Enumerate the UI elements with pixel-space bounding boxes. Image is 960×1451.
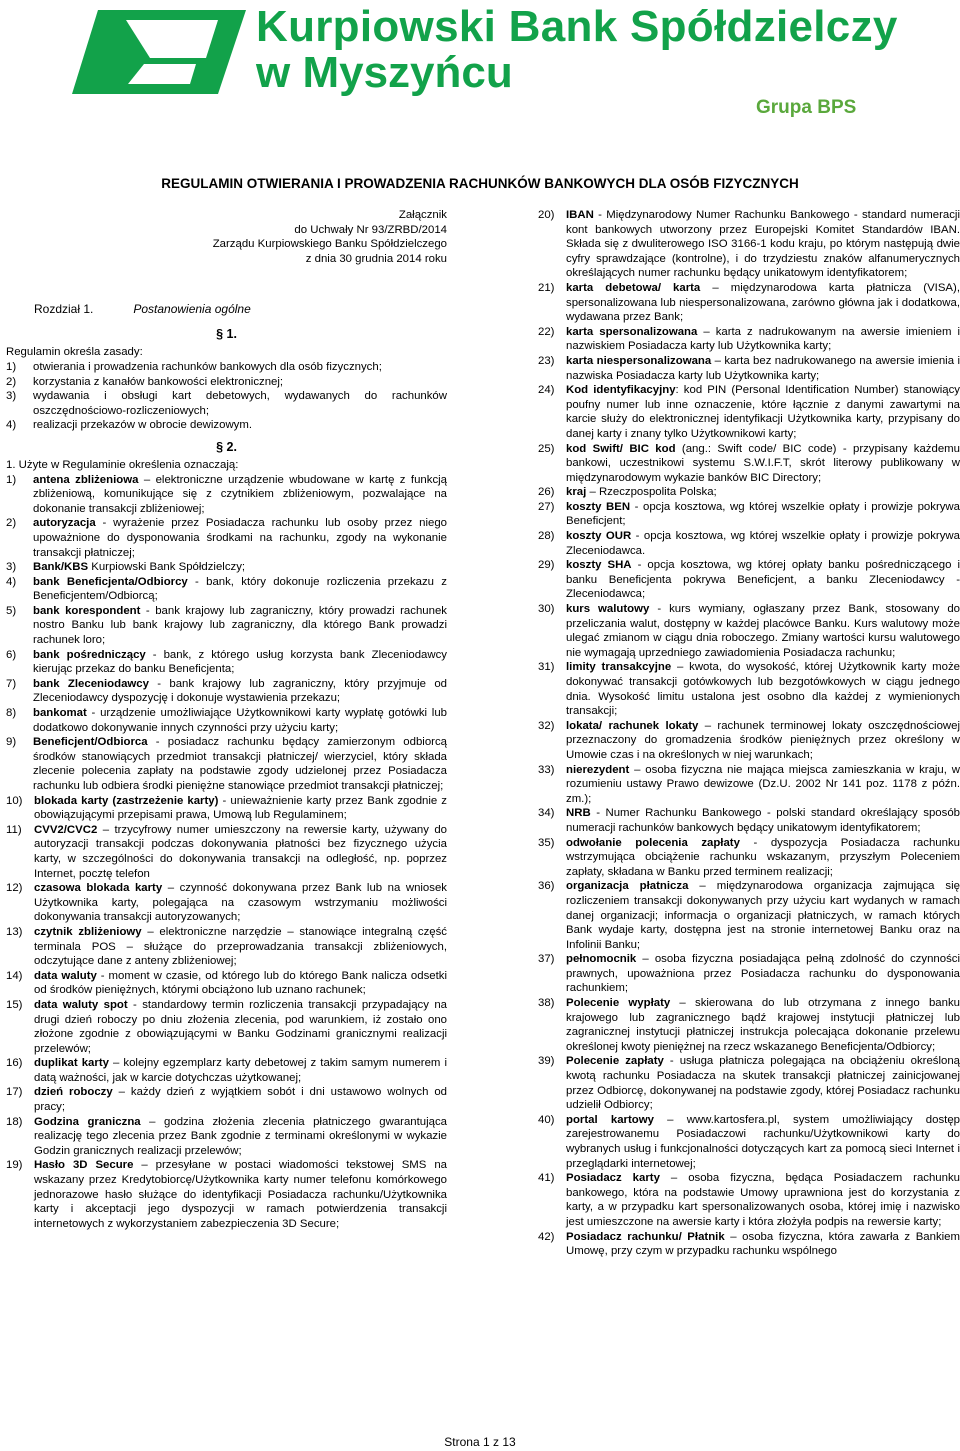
item-number: 1) (6, 360, 17, 373)
list-item (538, 325, 960, 354)
item-text: - kurs wymiany, ogłaszany przez Bank, stosowany do przeliczania walut, dostępny w każdej placówce Banku. Kurs walutowy może ulegać zmianom w ciągu dnia roboczego. Zmiany wartości kursu walutowego nie wymagają uprzedniego zawiadomienia Posiadacza rachunku; (566, 603, 960, 659)
item-number: 28) (538, 530, 555, 543)
defined-term: pełnomocnik (566, 953, 637, 966)
defined-term: Beneficjent/Odbiorca (33, 736, 148, 749)
defined-term: czasowa blokada karty (34, 882, 163, 895)
letterhead (0, 0, 960, 130)
defined-term: koszty SHA (566, 559, 632, 572)
item-number: 38) (538, 997, 555, 1010)
list-item (6, 516, 447, 560)
item-text: - Międzynarodowy Numer Rachunku Bankowego - standard numeracji kont bankowych utworzony przez Europejski Komitet Standardów IBAN. Składa się z dwuliterowego ISO 3166-1 kodu kraju, po którym następują dwie cyfry sprawdzające (kontrolne), i do trzydziestu znaków alfanumerycznych określających numer rachunku będący unikatowym identyfikatorem; (566, 209, 960, 280)
list-item (538, 281, 960, 325)
item-number: 9) (6, 736, 17, 749)
list-item (538, 879, 960, 952)
item-text: wydawania i obsługi kart debetowych, wydawanych do rachunków oszczędnościowo-rozliczeniowych; (33, 390, 447, 417)
list-item (6, 1158, 447, 1231)
list-item (6, 706, 447, 735)
annex-line: do Uchwały Nr 93/ZRBD/2014 (294, 223, 447, 236)
defined-term: autoryzacja (33, 517, 96, 530)
list-item (6, 881, 447, 925)
defined-term: duplikat karty (34, 1057, 109, 1070)
list-item (538, 763, 960, 807)
item-text: - Numer Rachunku Bankowego - polski standard określający sposób numeracji rachunków bankowych będący unikatowym identyfikatorem; (566, 807, 960, 834)
defined-term: data waluty (34, 969, 97, 982)
item-number: 18) (6, 1115, 23, 1128)
list-item (6, 604, 447, 648)
item-text: realizacji przekazów w obrocie dewizowym. (33, 419, 253, 432)
item-number: 6) (6, 648, 17, 661)
item-text: – każdy dzień z wyjątkiem sobót i dni ustawowo wolnych od pracy; (34, 1086, 447, 1114)
defined-term: karta spersonalizowana (566, 325, 698, 338)
item-text: – skierowana do lub otrzymana z innego banku krajowego lub zagranicznego bądź krajowej instytucji płatniczej lub zagranicznej instytucji płatniczej instrukcja polecająca dokonanie przelewu określonej kwoty pieniężnej na rzecz wskazanego Beneficjenta/Odbiorcy; (566, 997, 960, 1053)
item-text: korzystania z kanałów bankowości elektronicznej; (33, 375, 284, 388)
defined-term: Bank/KBS (33, 561, 89, 574)
list-item (6, 575, 447, 604)
item-text: – rachunek terminowej lokaty oszczędnościowej przeznaczony do gromadzenia środków pieniężnych przez określony w Umowie czas i na określonych w niej warunkach; (566, 719, 960, 761)
item-text: - moment w czasie, od którego lub do którego Bank nalicza odsetki od środków pieniężnych, którymi obciążono lub uznano rachunek; (34, 969, 447, 997)
item-number: 12) (6, 882, 23, 895)
item-number: 40) (538, 1113, 555, 1126)
item-number: 15) (6, 998, 23, 1011)
defined-term: Posiadacz karty (566, 1172, 660, 1185)
defined-term: Posiadacz rachunku/ Płatnik (566, 1230, 725, 1243)
item-number: 23) (538, 354, 555, 367)
defined-term: odwołanie polecenia zapłaty (566, 836, 740, 849)
list-item (538, 558, 960, 602)
item-number: 29) (538, 559, 555, 572)
item-text: – karta bez nadrukowanego na awersie imienia i nazwiska Posiadacza karty lub Użytkownika karty; (566, 354, 960, 382)
defined-term: Polecenie wypłaty (566, 997, 671, 1010)
item-text: - dyspozycja Posiadacza rachunku wstrzymująca obciążenie rachunku wskazanym, przyszłym Poleceniem zapłaty, składana w Banku przed terminem realizacji; (566, 836, 960, 878)
item-number: 27) (538, 500, 555, 513)
item-number: 16) (6, 1057, 23, 1070)
item-text: - usługa płatnicza polegająca na obciążeniu określoną kwotą rachunku Posiadacza na skutek transakcji płatniczej zainicjowanej przez Odbiorcę, dokonywanej na podstawie zgody, której Posiadacz rachunku udzielił Odbiorcy; (566, 1055, 960, 1112)
item-text: – kolejny egzemplarz karty debetowej z takim samym numerem i datą ważności, jak w karcie dotychczas użytkowanej; (34, 1057, 447, 1084)
item-number: 25) (538, 442, 555, 455)
item-text: (ang.: Swift code/ BIC code) - przypisany każdemu bankowi, uczestnikowi systemu S.W.I.F.T, skrót literowy publikowany w międzynarodowym wykazie banków BIC Directory; (566, 442, 960, 484)
item-text: – kwota, do wysokość, której Użytkownik karty może dokonywać transakcji gotówkowych lub bezgotówkowych w ciągu jednego dnia. Wysokość limitu ustalona jest osobno dla każdej z wymienionych transakcji; (566, 661, 960, 718)
item-text: – osoba fizyczna nie mająca miejsca zamieszkania w kraju, w rozumieniu ustawy Prawo dewizowe (Dz.U. 2002 Nr 141 poz. 1178 z późn. zm.); (566, 763, 960, 805)
defined-term: limity transakcyjne (566, 661, 672, 674)
list-item (538, 354, 960, 383)
defined-term: nierezydent (566, 763, 630, 776)
list-item (538, 806, 960, 835)
page-number: Strona 1 z 13 (444, 1435, 516, 1449)
item-number: 13) (6, 925, 23, 938)
list-item (538, 1054, 960, 1112)
item-text: otwierania i prowadzenia rachunków bankowych dla osób fizycznych; (33, 360, 382, 373)
list-item (538, 529, 960, 558)
list-item (538, 996, 960, 1054)
paragraph-2-heading: § 2. (216, 439, 237, 454)
item-number: 39) (538, 1055, 555, 1068)
annex-line: Załącznik (398, 209, 447, 221)
item-number: 17) (6, 1086, 23, 1099)
item-number: 31) (538, 661, 555, 674)
item-text: – www.kartosfera.pl, system umożliwiający dostęp zarejestrowanemu Posiadaczowi rachunku/Użytkownikowi karty do wybranych usług i funkcjonalności dotyczących kart za pomocą sieci Internet i przeglądarki internetowej; (566, 1113, 960, 1170)
item-text: - bank, z którego usług korzysta bank Zleceniodawcy kierując przekaz do banku Beneficjenta; (33, 648, 447, 676)
defined-term: bank Zleceniodawcy (33, 677, 149, 690)
item-number: 4) (6, 419, 17, 432)
defined-term: organizacja płatnicza (566, 880, 689, 893)
item-number: 11) (6, 823, 22, 836)
chapter-name: Postanowienia ogólne (133, 302, 251, 317)
item-text: – przesyłane w postaci wiadomości tekstowej SMS na wskazany przez Kredytobiorcę/Użytkownika karty numer telefonu komórkowego jednorazowe hasło służące do identyfikacji Posiadacza rachunku/Użytkownika karty i akceptacji jego dyspozycji w ramach potwierdzenia transakcji internetowych z wykorzystaniem zabezpieczenia 3D Secure; (34, 1159, 447, 1230)
defined-term: koszty BEN (566, 500, 631, 513)
list-item (6, 998, 447, 1056)
annex-line: z dnia 30 grudnia 2014 roku (305, 252, 447, 265)
defined-term: koszty OUR (566, 530, 632, 543)
item-text: – elektroniczne narzędzie – stanowiące integralną część terminala POS – służące do przeprowadzania transakcji zbliżeniowych, odczytujące dane z anteny zbliżeniowej; (34, 925, 447, 968)
document-title: REGULAMIN OTWIERANIA I PROWADZENIA RACHUNKÓW BANKOWYCH DLA OSÓB FIZYCZNYCH (161, 176, 799, 191)
defined-term: NRB (566, 807, 591, 820)
list-item (6, 473, 447, 517)
defined-term: czytnik zbliżeniowy (34, 925, 142, 938)
item-number: 26) (538, 486, 555, 499)
list-item (6, 560, 447, 575)
defined-term: bank pośredniczący (33, 648, 146, 661)
list-item (538, 208, 960, 281)
defined-term: kod Swift/ BIC kod (566, 442, 676, 455)
defined-term: Kod identyfikacyjny (566, 384, 676, 397)
item-number: 34) (538, 807, 555, 820)
chapter-heading (6, 302, 447, 320)
annex-note (6, 208, 447, 266)
item-text: - opcja kosztowa, wg której wszelkie opłaty i prowizje pokrywa Zleceniodawca. (566, 530, 960, 557)
list-item (6, 389, 447, 418)
item-text: – trzycyfrowy numer umieszczony na rewersie karty, używany do autoryzacji transakcji podczas dokonywania płatności bez fizycznego użycia karty, w szczególności do dokonywania transakcji na odległość, np. poprzez Internet, pocztę telefon (34, 823, 447, 880)
paragraph-1-list (6, 360, 447, 433)
bank-logo-icon (68, 6, 248, 98)
defined-term: Hasło 3D Secure (34, 1159, 134, 1172)
defined-term: karta debetowa/ karta (566, 281, 701, 294)
list-item (538, 952, 960, 996)
list-item (538, 836, 960, 880)
item-text: – godzina złożenia zlecenia płatniczego gwarantująca realizację tego zlecenia przez Bank zgodnie z terminami określonymi w wykazie Godzin granicznych realizacji przelewów; (34, 1115, 448, 1157)
item-text: - bank krajowy lub zagraniczny, który prowadzi rachunek nostro Banku lub bank krajowy lub zagraniczny, dla którego Bank prowadzi rachunek loro; (33, 604, 447, 647)
defined-term: blokada karty (zastrzeżenie karty) (34, 794, 219, 807)
item-number: 8) (6, 707, 17, 720)
list-item (6, 925, 447, 969)
item-number: 3) (6, 390, 17, 403)
definitions-list-right (538, 208, 960, 1259)
list-item (538, 660, 960, 718)
list-item (6, 823, 447, 881)
list-item (538, 442, 960, 486)
list-item (6, 969, 447, 998)
item-number: 3) (6, 561, 17, 574)
item-number: 22) (538, 325, 555, 338)
defined-term: lokata/ rachunek lokaty (566, 719, 699, 732)
list-item (538, 1113, 960, 1171)
item-text: - standardowy termin rozliczenia transakcji przypadający na drugi dzień roboczy po dniu złożenia zlecenia, pod warunkiem, iż zostało ono złożone zgodnie z obowiązującymi w Banku Godzinami granicznymi realizacji przelewów; (34, 998, 447, 1055)
item-text: - bank, który dokonuje rozliczenia przekazu z Beneficjentem/Odbiorcą; (33, 575, 447, 603)
list-item (6, 1056, 447, 1085)
list-item (6, 418, 447, 433)
item-number: 5) (6, 604, 17, 617)
item-text: – karta z nadrukowanym na awersie imieniem i nazwiskiem Posiadacza karty lub Użytkownika karty; (566, 325, 960, 353)
defined-term: bankomat (33, 707, 87, 720)
defined-term: karta niespersonalizowana (566, 354, 712, 367)
defined-term: dzień roboczy (34, 1086, 113, 1099)
item-number: 37) (538, 953, 555, 966)
list-item (538, 1230, 960, 1259)
defined-term: Godzina graniczna (34, 1115, 141, 1128)
chapter-number: Rozdział 1. (34, 302, 94, 317)
defined-term: antena zbliżeniowa (33, 473, 139, 486)
item-number: 33) (538, 763, 555, 776)
list-item (538, 485, 960, 500)
item-text: - urządzenie umożliwiające Użytkownikowi karty wypłatę gotówki lub dodatkowo dokonywanie innych czynności przy użyciu karty; (33, 707, 447, 734)
item-text: – czynność dokonywana przez Bank lub na wniosek Użytkownika karty, polegająca na czasowym wstrzymaniu możliwości dokonywania transakcji autoryzowanych; (34, 882, 447, 924)
item-number: 14) (6, 969, 23, 982)
list-item (6, 360, 447, 375)
defined-term: CVV2/CVC2 (34, 823, 98, 836)
item-text: – osoba fizyczna, będąca Posiadaczem rachunku bankowego, która na podstawie Umowy uprawniona jest do korzystania z karty, a w przypadku kart spersonalizowanych osoba, której imię i nazwisko jest umieszczone na awersie karty i która złożyła podpis na rewersie karty; (566, 1172, 960, 1228)
item-text: - opcja kosztowa, wg której wszelkie opłaty i prowizje pokrywa Beneficjent; (566, 500, 960, 528)
item-text: – elektroniczne urządzenie wbudowane w kartę z funkcją zbliżeniową, komunikujące się z czytnikiem zbliżeniowym, pozwalające na dokonanie transakcji zbliżeniowej; (33, 473, 448, 515)
item-number: 2) (6, 517, 17, 530)
annex-line: Zarządu Kurpiowskiego Banku Spółdzielczego (212, 238, 447, 251)
left-column (6, 208, 447, 1231)
defined-term: kurs walutowy (566, 603, 650, 616)
list-item (6, 375, 447, 390)
list-item (538, 602, 960, 660)
bank-name-line2: w Myszyńcu (256, 48, 513, 97)
item-number: 35) (538, 836, 555, 849)
item-number: 20) (538, 209, 555, 221)
item-text: : kod PIN (Personal Identification Number) stanowiący poufny numer lub inne oznaczenie, które łącznie z danymi zawartymi na karcie służy do elektronicznej identyfikacji Użytkownika karty, przypisany do danej karty i znany tylko Użytkownikowi karty; (566, 384, 960, 440)
item-text: – osoba fizyczna, która zawarła z Bankiem Umowę, przy czym w przypadku rachunku wspólnego (566, 1230, 960, 1258)
paragraph-1-intro: Regulamin określa zasady: (6, 346, 143, 359)
item-number: 32) (538, 719, 555, 732)
list-item (538, 500, 960, 529)
item-number: 21) (538, 281, 555, 294)
list-item (6, 1085, 447, 1114)
item-text: – międzynarodowa organizacja zajmująca się rozliczeniem transakcji dokonywanych przy użyciu kart wydanych w ramach danej organizacji; informacja o organizacji płatniczych, w ramach których Bank wydaje karty, dostępna jest na stronie internetowej Banku oraz na Infolinii Banku; (566, 880, 960, 951)
item-text: – osoba fizyczna posiadająca pełną zdolność do czynności prawnych, upoważniona przez Posiadacza rachunku do dysponowania rachunkiem; (566, 953, 960, 995)
item-number: 4) (6, 575, 17, 588)
defined-term: IBAN (566, 209, 594, 221)
list-item (6, 1115, 447, 1159)
item-number: 36) (538, 880, 555, 893)
item-text: - unieważnienie karty przez Bank zgodnie z obowiązującymi przepisami prawa, Umową lub Regulaminem; (34, 794, 447, 822)
paragraph-1-heading: § 1. (216, 327, 237, 342)
bank-name-line1: Kurpiowski Bank Spółdzielczy (256, 2, 898, 51)
item-text: - posiadacz rachunku będący zamierzonym odbiorcą środków stanowiących przedmiot transakcji płatniczej/ wierzyciel, który składa zlecenie polecenia zapłaty na podstawie zgody udzielonej przez Posiadacza rachunku lub odbiera środki pieniężne stanowiące przedmiot transakcji płatniczej; (33, 736, 447, 792)
defined-term: bank Beneficjenta/Odbiorcy (33, 575, 188, 588)
defined-term: Polecenie zapłaty (566, 1055, 664, 1068)
item-number: 24) (538, 384, 555, 397)
bank-group-label: Grupa BPS (756, 97, 857, 118)
item-number: 10) (6, 794, 23, 807)
defined-term: kraj (566, 486, 587, 499)
definitions-list-left (6, 473, 447, 1232)
list-item (6, 677, 447, 706)
list-item (538, 719, 960, 763)
item-text: Kurpiowski Bank Spółdzielczy; (88, 561, 246, 574)
item-text: - bank krajowy lub zagraniczny, który przyjmuje od Zleceniodawcy dyspozycję i dokonuje wystawienia przekazu; (33, 677, 447, 705)
item-number: 7) (6, 677, 17, 690)
list-item (6, 735, 447, 793)
list-item (538, 1171, 960, 1229)
defined-term: bank korespondent (33, 604, 141, 617)
item-number: 1) (6, 473, 17, 486)
list-item (538, 383, 960, 441)
item-text: – międzynarodowa karta płatnicza (VISA), spersonalizowana lub niespersonalizowana, zarówno główna jak i dodatkowa, wydawana przez Bank; (566, 281, 960, 324)
defined-term: data waluty spot (34, 998, 128, 1011)
item-number: 30) (538, 603, 555, 616)
item-number: 2) (6, 375, 17, 388)
item-text: - wyrażenie przez Posiadacza rachunku lub osoby przez niego upoważnione do dysponowania środkami na rachunku, zgody na wykonanie transakcji płatniczej; (33, 517, 447, 559)
paragraph-2-intro: 1. Użyte w Regulaminie określenia oznaczają: (6, 458, 239, 471)
list-item (6, 648, 447, 677)
item-number: 42) (538, 1230, 555, 1243)
item-number: 41) (538, 1172, 555, 1185)
right-column (538, 208, 960, 1259)
item-text: – Rzeczpospolita Polska; (586, 486, 717, 499)
list-item (6, 794, 447, 823)
item-text: - opcja kosztowa, wg której opłaty banku pośredniczącego i banku Beneficjenta pokrywa Beneficjent, a banku Zleceniodawcy - Zleceniodawca; (566, 559, 960, 601)
item-number: 19) (6, 1159, 23, 1172)
defined-term: portal kartowy (566, 1113, 654, 1126)
